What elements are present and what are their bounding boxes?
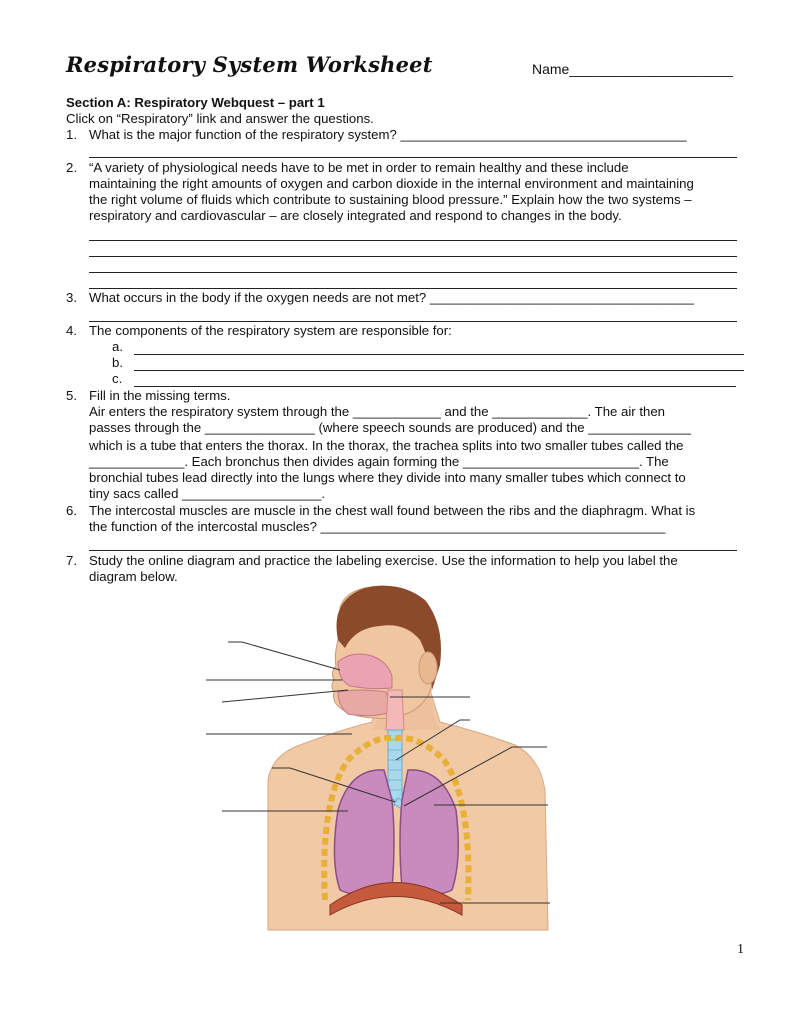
q2-line-4: respiratory and cardiovascular – are closely integrated and respond to changes in the body. (89, 208, 622, 223)
q5-number: 5. (66, 388, 77, 403)
q2-number: 2. (66, 160, 77, 175)
q4-item-b: b. (112, 355, 123, 370)
q1-number: 1. (66, 127, 77, 142)
q6-number: 6. (66, 503, 77, 518)
q6-line-1: The intercostal muscles are muscle in the chest wall found between the ribs and the diaphragm. What is (89, 503, 696, 518)
q7-line-1: Study the online diagram and practice the labeling exercise. Use the information to help you label the (89, 553, 678, 568)
q5-line-3: passes through the _______________ (where speech sounds are produced) and the ______________ (89, 420, 691, 435)
q5-line-6: bronchial tubes lead directly into the lungs where they divide into many smaller tubes which connect to (89, 470, 686, 485)
ear (419, 652, 437, 684)
oral-cavity (338, 690, 392, 716)
instruction: Click on “Respiratory” link and answer the questions. (66, 111, 374, 126)
q5-line-7: tiny sacs called ___________________. (89, 486, 326, 501)
q3-number: 3. (66, 290, 77, 305)
worksheet-title: Respiratory System Worksheet (66, 52, 433, 77)
q2-line-3: the right volume of fluids which contribute to sustaining blood pressure.” Explain how the two systems – (89, 192, 692, 207)
name-field[interactable]: Name_____________________ (532, 61, 733, 77)
q5-line-2: Air enters the respiratory system through the ____________ and the _____________. The air then (89, 404, 666, 419)
q3-text: What occurs in the body if the oxygen needs are not met? ____________________________________ (89, 290, 694, 305)
q2-line-1: “A variety of physiological needs have to be met in order to remain healthy and these include (89, 160, 629, 175)
q2-line-2: maintaining the right amounts of oxygen and carbon dioxide in the internal environment and maintaining (89, 176, 694, 191)
q5-line-5: _____________. Each bronchus then divides again forming the ________________________. The (89, 454, 669, 469)
q1-text: What is the major function of the respiratory system? _______________________________________ (89, 127, 687, 142)
q6-line-2: the function of the intercostal muscles? _______________________________________________ (89, 519, 666, 534)
q4-item-a: a. (112, 339, 123, 354)
larynx (386, 690, 404, 730)
q4-text: The components of the respiratory system are responsible for: (89, 323, 452, 338)
q7-number: 7. (66, 553, 77, 568)
q5-line-4: which is a tube that enters the thorax. In the thorax, the trachea splits into two smaller tubes called the (89, 438, 684, 453)
q4-item-c: c. (112, 371, 123, 386)
q4-number: 4. (66, 323, 77, 338)
q5-line-1: Fill in the missing terms. (89, 388, 231, 403)
page-number: 1 (737, 942, 744, 957)
q7-line-2: diagram below. (89, 569, 178, 584)
section-heading: Section A: Respiratory Webquest – part 1 (66, 95, 325, 110)
